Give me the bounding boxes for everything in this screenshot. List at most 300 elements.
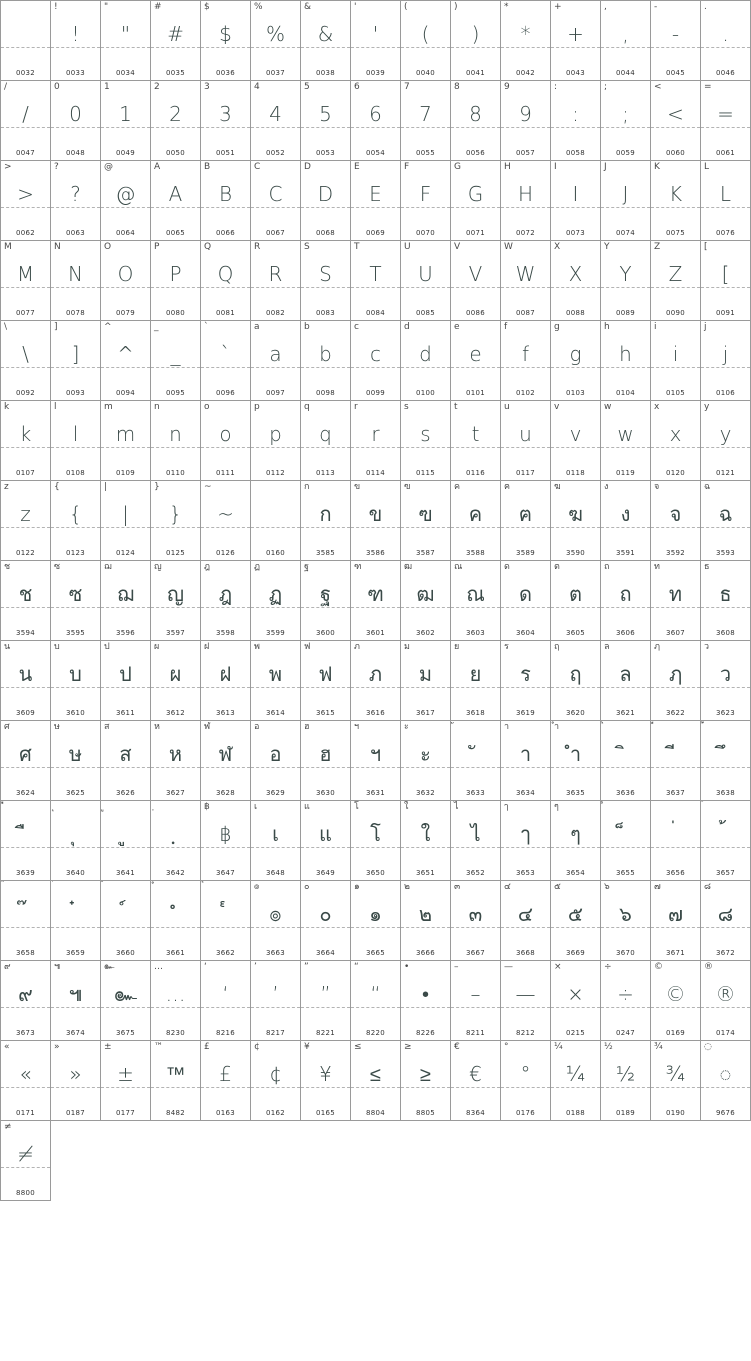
glyph-sample: P — [169, 262, 182, 286]
glyph-sample: k — [19, 422, 32, 446]
glyph-sample: ๖ — [619, 902, 632, 926]
glyph-cell — [400, 640, 451, 721]
glyph-code: 3636 — [615, 789, 635, 797]
glyph-code: 3587 — [415, 549, 435, 557]
glyph-sample: # — [167, 22, 184, 46]
glyph-code: 3651 — [415, 869, 435, 877]
glyph-code: 3670 — [615, 949, 635, 957]
glyph-label: e — [454, 322, 460, 332]
glyph-cell — [0, 640, 51, 721]
glyph-sample: : — [572, 102, 579, 126]
glyph-label: p — [254, 402, 260, 412]
glyph-code: 8220 — [365, 1029, 385, 1037]
glyph-sample: ! — [71, 22, 80, 46]
glyph-sample: z — [20, 502, 31, 526]
glyph-sample: ญ — [166, 582, 185, 606]
glyph-sample: ๓ — [468, 902, 483, 926]
glyph-code: 8364 — [465, 1109, 485, 1117]
glyph-code: 0103 — [565, 389, 585, 397]
glyph-code: 3637 — [665, 789, 685, 797]
glyph-code: 0087 — [515, 309, 535, 317]
glyph-cell — [650, 560, 701, 641]
glyph-code: 0189 — [615, 1109, 635, 1117]
glyph-label: ฅ — [504, 482, 511, 492]
glyph-code: 8804 — [365, 1109, 385, 1117]
glyph-code: 0163 — [215, 1109, 235, 1117]
glyph-code: 3604 — [515, 629, 535, 637]
glyph-sample: ๔ — [517, 902, 534, 926]
glyph-label: @ — [104, 162, 113, 172]
glyph-code: 0082 — [265, 309, 285, 317]
glyph-sample: p — [269, 422, 282, 446]
glyph-label: 5 — [304, 82, 310, 92]
glyph-label: D — [304, 162, 311, 172]
glyph-label: 0 — [54, 82, 60, 92]
glyph-label: \ — [4, 322, 8, 332]
glyph-label: % — [254, 2, 263, 12]
glyph-code: 3629 — [265, 789, 285, 797]
glyph-label: 7 — [404, 82, 410, 92]
glyph-cell — [450, 0, 501, 81]
glyph-sample: ท — [668, 582, 683, 606]
glyph-label: A — [154, 162, 161, 172]
glyph-label: » — [54, 1042, 60, 1052]
glyph-label: ≥ — [404, 1042, 412, 1052]
glyph-sample: ๒ — [418, 902, 433, 926]
glyph-sample: ๆ — [570, 822, 581, 846]
glyph-cell — [650, 320, 701, 401]
glyph-code: 0035 — [165, 69, 185, 77]
glyph-cell — [600, 720, 651, 801]
glyph-cell — [400, 480, 451, 561]
glyph-sample: ๐ — [319, 902, 332, 926]
glyph-label: ≠ — [4, 1122, 12, 1132]
glyph-code: 3675 — [115, 1029, 135, 1037]
glyph-code: 0165 — [315, 1109, 335, 1117]
glyph-cell — [100, 720, 151, 801]
glyph-label: บ — [54, 642, 60, 652]
glyph-label: ¾ — [654, 1042, 663, 1052]
glyph-sample: ง — [620, 502, 631, 526]
glyph-code: 8211 — [465, 1029, 485, 1037]
glyph-code: 0092 — [15, 389, 35, 397]
glyph-code: 0042 — [515, 69, 535, 77]
glyph-cell — [500, 480, 551, 561]
glyph-code: 3594 — [15, 629, 35, 637]
glyph-label: ๚ — [54, 962, 61, 972]
glyph-sample: * — [520, 22, 531, 46]
glyph-code: 3659 — [65, 949, 85, 957]
glyph-cell — [100, 320, 151, 401]
glyph-sample: £ — [219, 1062, 232, 1086]
glyph-label: Q — [204, 242, 212, 252]
glyph-label: w — [604, 402, 612, 412]
glyph-sample: % — [265, 22, 285, 46]
glyph-code: 0174 — [715, 1029, 735, 1037]
glyph-sample — [151, 899, 200, 929]
glyph-label: g — [554, 322, 560, 332]
glyph-label: V — [454, 242, 461, 252]
glyph-label: น — [4, 642, 11, 652]
glyph-code: 0088 — [565, 309, 585, 317]
glyph-code: 8217 — [265, 1029, 285, 1037]
glyph-cell — [700, 480, 751, 561]
glyph-sample: ฌ — [116, 582, 135, 606]
glyph-label: ล — [604, 642, 610, 652]
glyph-code: 3593 — [715, 549, 735, 557]
glyph-sample: ≤ — [370, 1062, 381, 1086]
glyph-cell — [250, 1040, 301, 1121]
glyph-label: © — [654, 962, 663, 972]
glyph-sample: E — [369, 182, 382, 206]
glyph-cell — [0, 800, 51, 881]
glyph-code: 0033 — [65, 69, 85, 77]
glyph-cell — [450, 560, 501, 641]
glyph-sample: ซ — [68, 582, 83, 606]
glyph-code: 3655 — [615, 869, 635, 877]
glyph-code: 3603 — [465, 629, 485, 637]
glyph-sample: ศ — [19, 742, 32, 766]
glyph-sample: 5 — [319, 102, 332, 126]
glyph-cell — [50, 720, 101, 801]
glyph-code: 3616 — [365, 709, 385, 717]
glyph-label: " — [104, 2, 109, 12]
glyph-cell — [300, 400, 351, 481]
glyph-code: 3650 — [365, 869, 385, 877]
glyph-cell — [250, 640, 301, 721]
glyph-sample: ” — [320, 982, 331, 1006]
glyph-label: l — [54, 402, 57, 412]
glyph-label: E — [354, 162, 360, 172]
glyph-code: 0072 — [515, 229, 535, 237]
glyph-label: ำ — [554, 722, 560, 732]
glyph-label: จ — [654, 482, 660, 492]
glyph-sample: o — [219, 422, 232, 446]
glyph-label: ≤ — [354, 1042, 362, 1052]
glyph-cell — [50, 1040, 101, 1121]
glyph-cell — [0, 1120, 51, 1201]
glyph-sample: a — [269, 342, 282, 366]
glyph-label: & — [304, 2, 312, 12]
glyph-label: z — [4, 482, 9, 492]
glyph-cell — [200, 1040, 251, 1121]
glyph-code: 3599 — [265, 629, 285, 637]
glyph-label: ๑ — [354, 882, 360, 892]
glyph-label: M — [4, 242, 12, 252]
glyph-code: 3630 — [315, 789, 335, 797]
glyph-sample: D — [317, 182, 334, 206]
glyph-cell — [300, 960, 351, 1041]
glyph-sample: Z — [668, 262, 683, 286]
glyph-sample: ฬ — [218, 742, 233, 766]
glyph-cell — [200, 0, 251, 81]
glyph-cell — [550, 80, 601, 161]
glyph-cell — [350, 1040, 401, 1121]
glyph-label: f — [504, 322, 508, 332]
glyph-label: ฃ — [404, 482, 411, 492]
glyph-cell — [0, 240, 51, 321]
glyph-label: € — [454, 1042, 460, 1052]
glyph-cell — [250, 880, 301, 961]
glyph-sample — [701, 819, 750, 849]
glyph-code: 0081 — [215, 309, 235, 317]
glyph-cell — [600, 80, 651, 161]
glyph-label: 3 — [204, 82, 210, 92]
glyph-sample: « — [19, 1062, 32, 1086]
glyph-code: 3652 — [465, 869, 485, 877]
glyph-label: X — [554, 242, 561, 252]
glyph-label: S — [304, 242, 310, 252]
glyph-sample — [451, 739, 500, 769]
glyph-label: o — [204, 402, 210, 412]
glyph-code: 3595 — [65, 629, 85, 637]
glyph-label: ๅ — [504, 802, 509, 812]
glyph-code: 3654 — [565, 869, 585, 877]
glyph-label: N — [54, 242, 61, 252]
glyph-code: 0075 — [665, 229, 685, 237]
glyph-sample: ฮ — [319, 742, 332, 766]
glyph-label: n — [154, 402, 160, 412]
glyph-cell — [200, 880, 251, 961]
glyph-label: } — [154, 482, 160, 492]
glyph-label: < — [654, 82, 662, 92]
glyph-sample: 6 — [369, 102, 382, 126]
glyph-cell — [550, 0, 601, 81]
glyph-code: 3658 — [15, 949, 35, 957]
glyph-code: 0162 — [265, 1109, 285, 1117]
glyph-code: 0089 — [615, 309, 635, 317]
glyph-code: 3660 — [115, 949, 135, 957]
glyph-code: 3585 — [315, 549, 335, 557]
glyph-cell — [150, 720, 201, 801]
glyph-code: 3607 — [665, 629, 685, 637]
glyph-sample: { — [69, 502, 82, 526]
glyph-label: h — [604, 322, 610, 332]
glyph-sample: 7 — [419, 102, 432, 126]
glyph-sample: ° — [520, 1062, 531, 1086]
glyph-code: 0064 — [115, 229, 135, 237]
glyph-code: 3656 — [665, 869, 685, 877]
glyph-sample: ◌ — [719, 1062, 732, 1086]
glyph-code: 3672 — [715, 949, 735, 957]
glyph-sample: 4 — [269, 102, 282, 126]
glyph-sample: Q — [217, 262, 234, 286]
glyph-label: ใ — [404, 802, 409, 812]
glyph-code: 3598 — [215, 629, 235, 637]
glyph-code: 3648 — [265, 869, 285, 877]
glyph-sample: ป — [119, 662, 132, 686]
glyph-label: ไ — [454, 802, 459, 812]
glyph-code: 3657 — [715, 869, 735, 877]
glyph-sample: i — [672, 342, 679, 366]
glyph-cell — [400, 960, 451, 1041]
glyph-label: ¢ — [254, 1042, 260, 1052]
glyph-code: 3665 — [365, 949, 385, 957]
glyph-sample: ม — [418, 662, 433, 686]
glyph-cell — [200, 240, 251, 321]
glyph-label: โ — [354, 802, 359, 812]
glyph-code: 0117 — [515, 469, 535, 477]
glyph-cell — [500, 400, 551, 481]
glyph-label: ~ — [204, 482, 212, 492]
glyph-code: 0063 — [65, 229, 85, 237]
glyph-sample: G — [467, 182, 484, 206]
glyph-sample: J — [622, 182, 629, 206]
glyph-sample: โ — [370, 822, 381, 846]
glyph-cell — [150, 480, 201, 561]
glyph-label: | — [104, 482, 108, 492]
glyph-label: + — [554, 2, 562, 12]
glyph-cell — [50, 160, 101, 241]
glyph-sample: ณ — [466, 582, 485, 606]
glyph-code: 0068 — [315, 229, 335, 237]
glyph-cell — [50, 0, 101, 81]
glyph-label: ธ — [704, 562, 710, 572]
glyph-label: , — [604, 2, 607, 12]
glyph-cell — [150, 880, 201, 961]
glyph-sample: | — [122, 502, 129, 526]
glyph-code: 3642 — [165, 869, 185, 877]
glyph-cell — [500, 320, 551, 401]
glyph-code: 0118 — [565, 469, 585, 477]
glyph-cell — [0, 560, 51, 641]
glyph-label: ] — [54, 322, 58, 332]
glyph-label: ? — [54, 162, 59, 172]
glyph-code: 0050 — [165, 149, 185, 157]
glyph-sample: — — [515, 982, 536, 1006]
glyph-cell — [450, 720, 501, 801]
glyph-label: แ — [304, 802, 310, 812]
glyph-cell — [650, 720, 701, 801]
glyph-cell — [450, 960, 501, 1041]
glyph-code: 0091 — [715, 309, 735, 317]
glyph-sample: x — [669, 422, 682, 446]
glyph-label: J — [604, 162, 607, 172]
glyph-cell — [0, 720, 51, 801]
glyph-cell — [100, 640, 151, 721]
glyph-label: ฒ — [404, 562, 413, 572]
glyph-cell — [700, 960, 751, 1041]
glyph-label: u — [504, 402, 510, 412]
glyph-code: 0160 — [265, 549, 285, 557]
glyph-sample: 8 — [469, 102, 482, 126]
glyph-code: 0101 — [465, 389, 485, 397]
glyph-sample: 3 — [219, 102, 232, 126]
glyph-sample: ` — [220, 342, 231, 366]
glyph-cell — [350, 80, 401, 161]
glyph-cell — [300, 1040, 351, 1121]
glyph-sample: B — [218, 182, 233, 206]
glyph-sample: ใ — [420, 822, 431, 846]
glyph-code: 0067 — [265, 229, 285, 237]
glyph-code: 3638 — [715, 789, 735, 797]
glyph-code: 0099 — [365, 389, 385, 397]
glyph-code: 8216 — [215, 1029, 235, 1037]
glyph-cell — [100, 160, 151, 241]
glyph-code: 0114 — [365, 469, 385, 477]
glyph-code: 0094 — [115, 389, 135, 397]
glyph-cell — [150, 320, 201, 401]
glyph-code: 3622 — [665, 709, 685, 717]
glyph-cell — [450, 400, 501, 481]
glyph-cell — [50, 240, 101, 321]
glyph-label: i — [654, 322, 657, 332]
glyph-cell — [700, 720, 751, 801]
glyph-cell — [550, 800, 601, 881]
glyph-label: ™ — [154, 1042, 163, 1052]
glyph-label: ซ — [54, 562, 61, 572]
glyph-cell — [250, 400, 301, 481]
glyph-label: P — [154, 242, 160, 252]
glyph-sample: ฝ — [219, 662, 232, 686]
glyph-cell — [650, 1040, 701, 1121]
glyph-sample: ฃ — [418, 502, 433, 526]
glyph-code: 0041 — [465, 69, 485, 77]
glyph-code: 0076 — [715, 229, 735, 237]
glyph-code: 0086 — [465, 309, 485, 317]
glyph-cell — [600, 160, 651, 241]
glyph-cell — [350, 880, 401, 961]
glyph-sample: ® — [715, 982, 736, 1006]
glyph-sample: c — [370, 342, 381, 366]
glyph-sample: " — [120, 22, 131, 46]
glyph-cell — [500, 720, 551, 801]
glyph-cell — [400, 880, 451, 961]
glyph-label: ; — [604, 82, 608, 92]
glyph-code: 0034 — [115, 69, 135, 77]
glyph-cell — [500, 880, 551, 961]
glyph-code: 3647 — [215, 869, 235, 877]
glyph-sample: © — [665, 982, 686, 1006]
glyph-label: _ — [154, 322, 159, 332]
glyph-sample: 0 — [69, 102, 82, 126]
glyph-sample: า — [519, 742, 532, 766]
glyph-label: ฌ — [104, 562, 112, 572]
glyph-cell — [0, 880, 51, 961]
glyph-cell — [500, 80, 551, 161]
glyph-cell — [200, 960, 251, 1041]
glyph-code: 0120 — [665, 469, 685, 477]
glyph-cell — [0, 400, 51, 481]
glyph-label: อ — [254, 722, 260, 732]
glyph-label: ผ — [154, 642, 160, 652]
glyph-label: j — [704, 322, 707, 332]
glyph-cell — [450, 640, 501, 721]
glyph-cell — [100, 80, 151, 161]
glyph-cell — [400, 80, 451, 161]
glyph-code: 3626 — [115, 789, 135, 797]
glyph-cell — [250, 960, 301, 1041]
glyph-code: 3618 — [465, 709, 485, 717]
glyph-code: 0040 — [415, 69, 435, 77]
glyph-sample: r — [371, 422, 380, 446]
glyph-sample: l — [72, 422, 79, 446]
glyph-code: 3591 — [615, 549, 635, 557]
glyph-sample: d — [419, 342, 432, 366]
glyph-cell — [100, 800, 151, 881]
glyph-label: q — [304, 402, 310, 412]
glyph-label: – — [454, 962, 459, 972]
glyph-label: ± — [104, 1042, 112, 1052]
glyph-cell — [350, 480, 401, 561]
glyph-cell — [300, 480, 351, 561]
glyph-code: 0054 — [365, 149, 385, 157]
glyph-code: 3628 — [215, 789, 235, 797]
glyph-sample: ฿ — [219, 822, 232, 846]
glyph-sample: ‘ — [222, 982, 229, 1006]
glyph-sample: & — [317, 22, 334, 46]
glyph-sample: N — [68, 262, 83, 286]
